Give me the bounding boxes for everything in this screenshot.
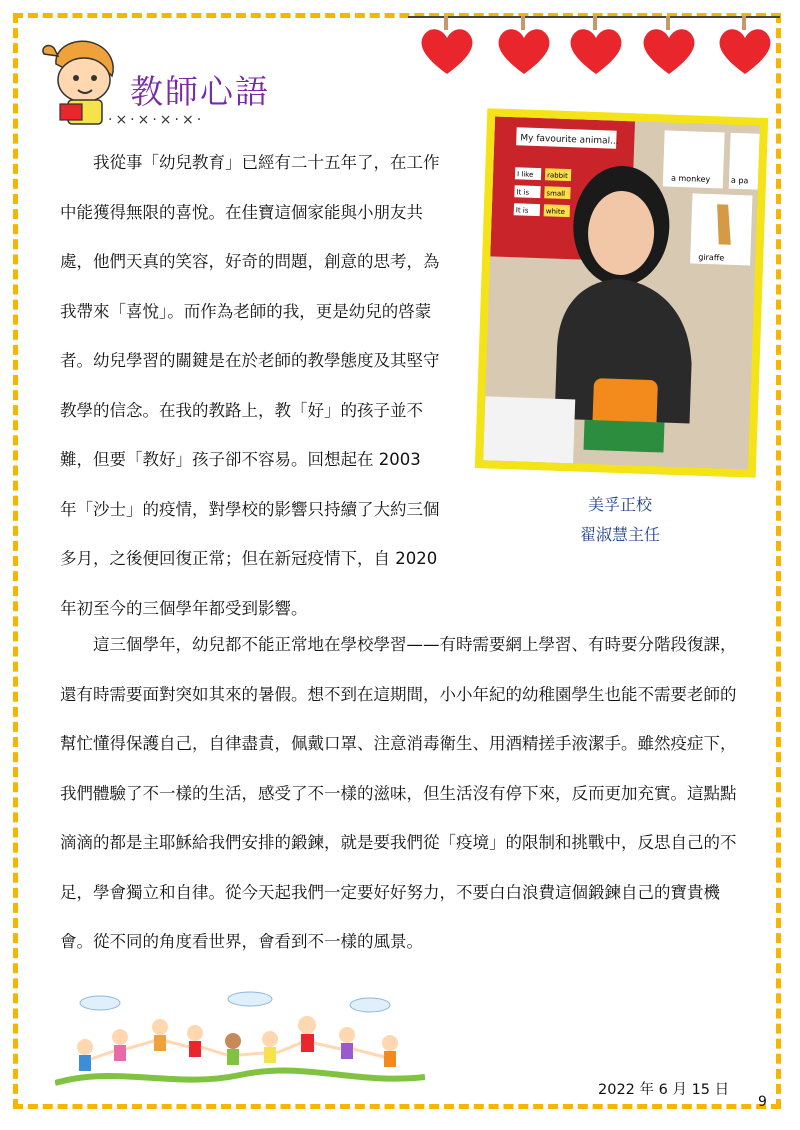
heart-icon <box>716 16 774 78</box>
word-card: It is <box>516 188 530 197</box>
heart-icon <box>418 16 476 78</box>
page-title: 教師心語 <box>130 72 270 111</box>
classroom-sign: My favourite animal... <box>520 133 619 147</box>
teacher-photo-image <box>483 116 760 469</box>
date-line: 2022 年 6 月 15 日 <box>598 1082 730 1098</box>
photo-caption-name: 翟淑慧主任 <box>579 525 660 544</box>
title-decoration: ·×·×·×·×· <box>108 112 205 128</box>
word-card: rabbit <box>546 171 568 181</box>
word-card: white <box>545 207 566 216</box>
heart-icon <box>640 16 698 78</box>
word-card: small <box>546 189 566 198</box>
word-card: I like <box>516 170 534 179</box>
heart-icon <box>567 16 625 78</box>
children-holding-hands-illustration <box>55 985 425 1095</box>
body-paragraph-2: 這三個學年，幼兒都不能正常地在學校學習——有時需要網上學習、有時要分階段復課，還有時需要面對突如其來的暑假。想不到在這期間，小小年紀的幼稚園學生也能不需要老師的幫忙懂得保護自己，自律盡責，佩戴口罩、注意消毒衛生、用酒精搓手液潔手。雖然疫症下，我們體驗了不一樣的生活，感受了不一樣的滋味，但生活沒有停下來，反而更加充實。這點點滴滴的都是主耶穌給我們安排的鍛鍊，就是要我們從「疫境」的限制和挑戰中，反思自己的不足，學會獨立和自律。從今天起我們一定要好好努力，不要白白浪費這個鍛鍊自己的寶貴機會。從不同的角度看世界，會看到不一樣的風景。 <box>60 635 737 951</box>
teacher-photo <box>475 108 768 478</box>
animal-label: a monkey <box>670 173 711 185</box>
body-paragraph-1: 我從事「幼兒教育」已經有二十五年了，在工作中能獲得無限的喜悅。在佳寶這個家能與小朋友共處，他們天真的笑容，好奇的問題，創意的思考，為我帶來「喜悅」。而作為老師的我，更是幼兒的啓蒙者。幼兒學習的關鍵是在於老師的教學態度及其堅守教學的信念。在我的教路上，教「好」的孩子並不難，但要「教好」孩子卻不容易。回想起在 2003 年「沙士」的疫情，對學校的影響只持續了大約三個多月，之後便回復正常；但在新冠疫情下，自 2020 年初至今的三個學年都受到影響。 <box>60 153 440 618</box>
photo-caption-school: 美孚正校 <box>587 495 652 514</box>
animal-label: a pa <box>730 175 749 186</box>
animal-label: giraffe <box>698 252 725 263</box>
page-number: 9 <box>758 1094 767 1110</box>
heart-icon <box>495 16 553 78</box>
word-card: It is <box>515 206 529 215</box>
